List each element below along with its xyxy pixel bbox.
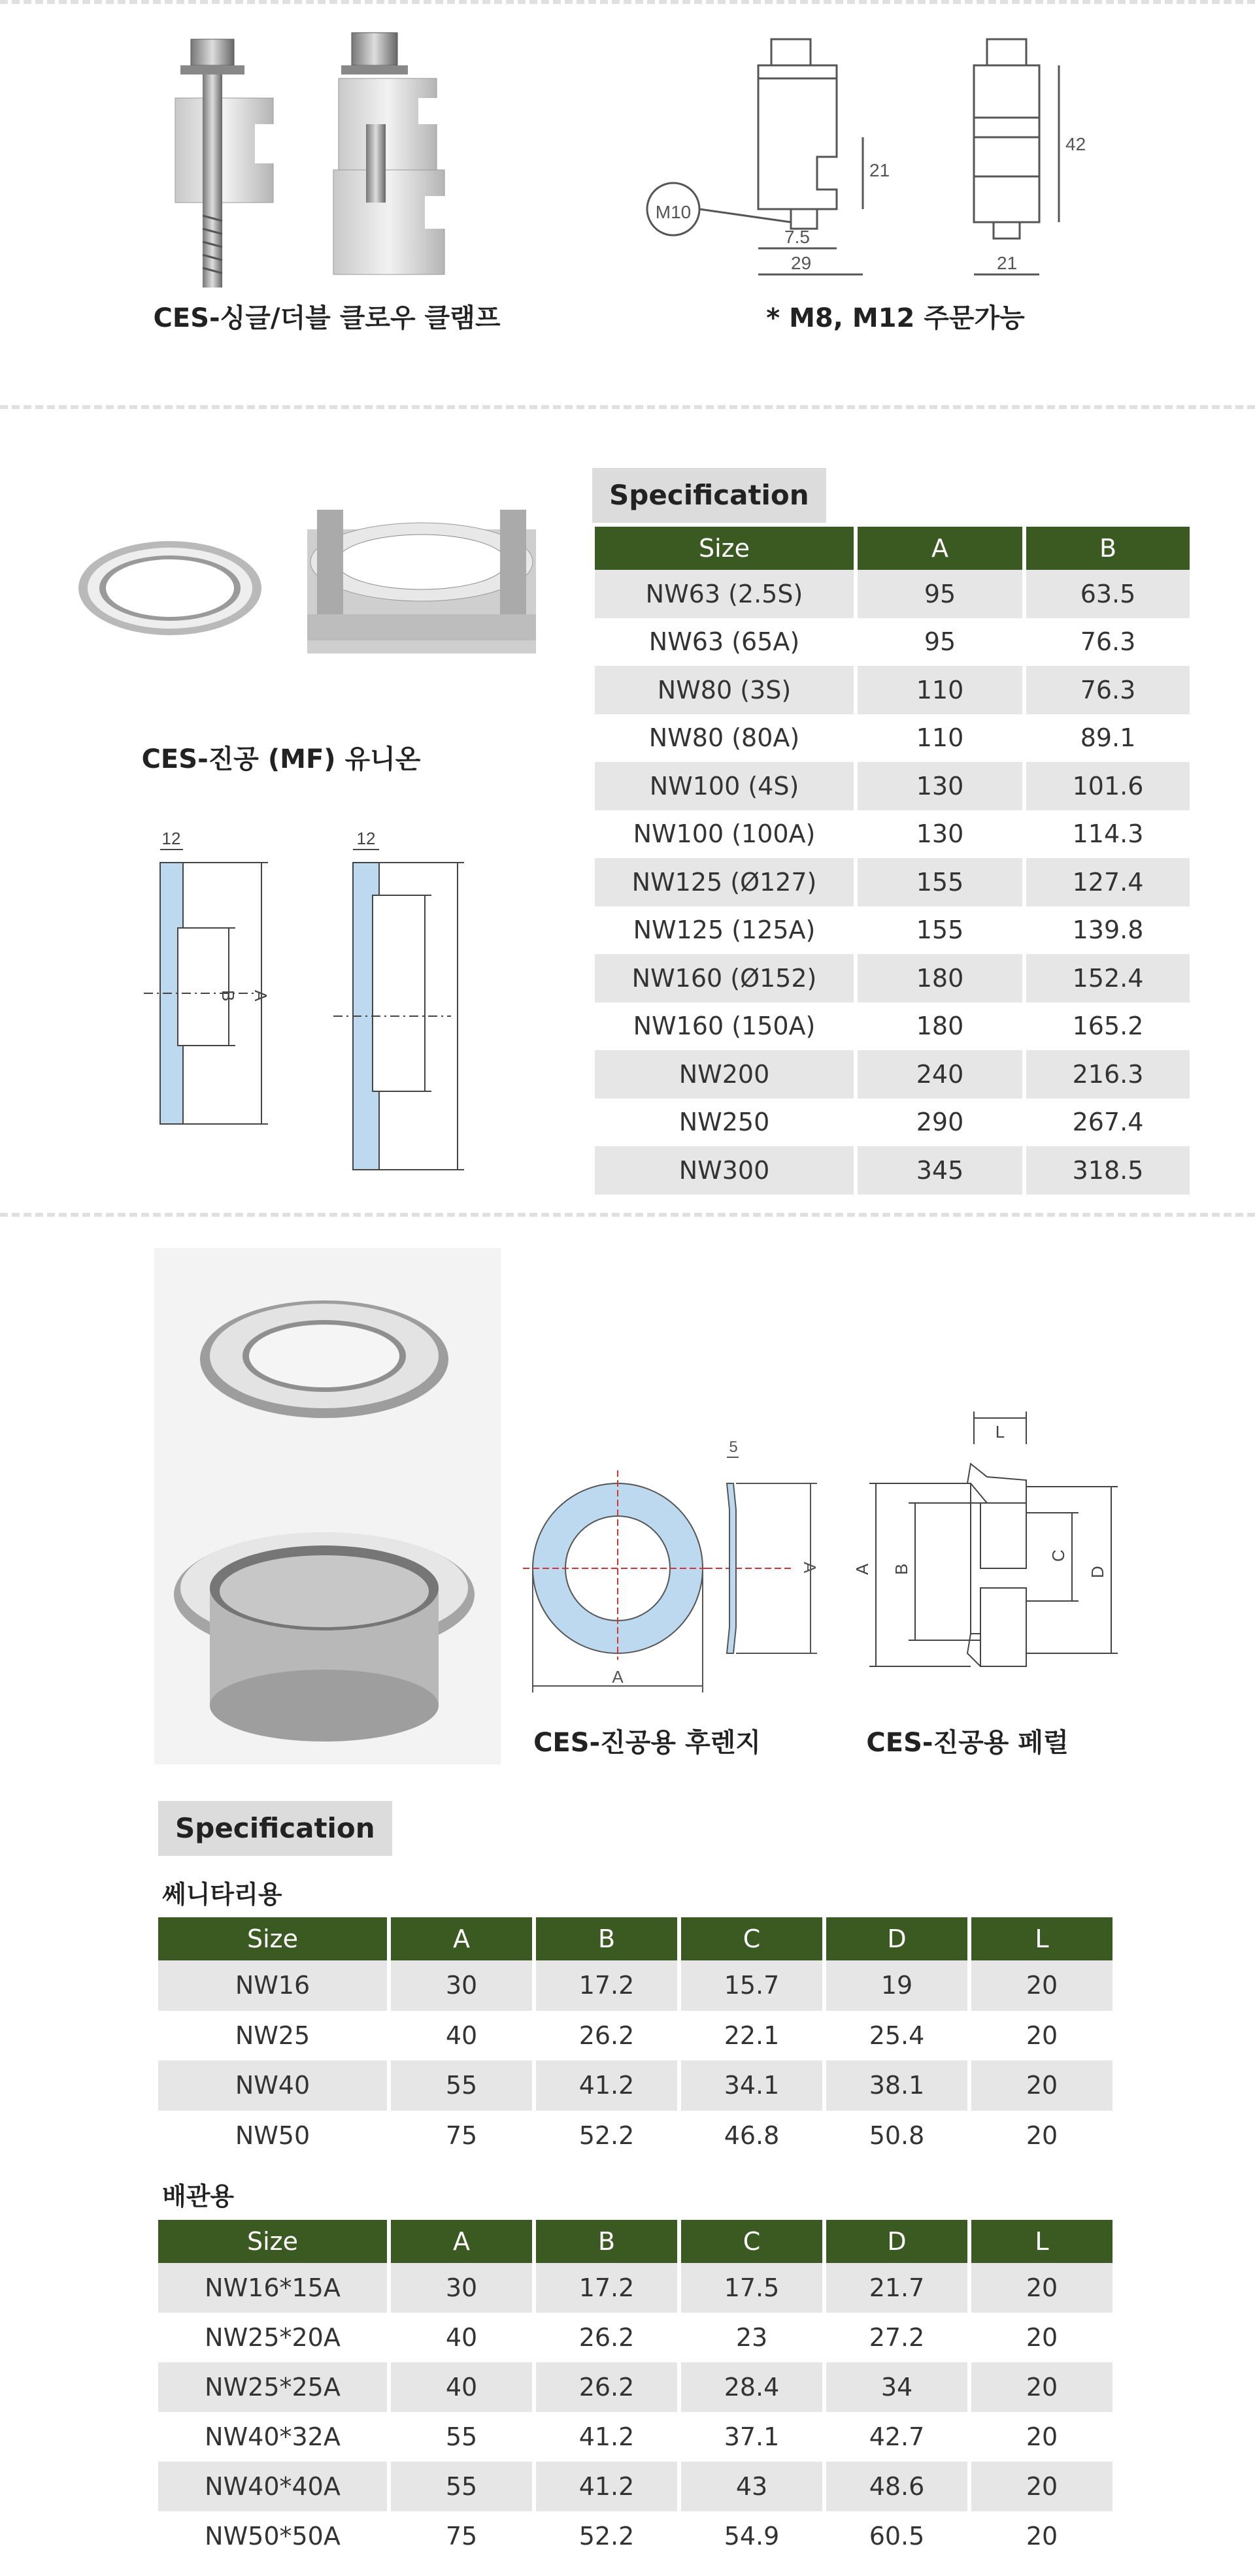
mf-union-photo xyxy=(59,484,556,693)
table-row xyxy=(595,714,1190,763)
table-cell: 26.2 xyxy=(536,2362,677,2412)
c-label: C xyxy=(1048,1549,1068,1562)
table-cell: NW25*20A xyxy=(158,2313,387,2362)
table-cell: 76.3 xyxy=(1026,666,1190,714)
table-cell: NW200 xyxy=(595,1050,854,1098)
table-row xyxy=(595,1146,1190,1195)
table-cell: 75 xyxy=(391,2111,532,2161)
piping-label: 배관용 xyxy=(162,2182,235,2211)
column-header: D xyxy=(826,2220,967,2263)
table-cell: 23 xyxy=(681,2313,822,2362)
table-row xyxy=(158,2462,1113,2511)
claw-clamp-drawing xyxy=(641,26,1111,288)
table-cell: 38.1 xyxy=(826,2060,967,2111)
table-cell: NW300 xyxy=(595,1146,854,1195)
bolt-label: M10 xyxy=(655,202,692,222)
sanitary-label: 쎄니타리용 xyxy=(162,1880,282,1909)
flange-drawing xyxy=(516,1431,824,1706)
table-cell: 127.4 xyxy=(1026,858,1190,906)
table-cell: 130 xyxy=(858,762,1022,810)
table-cell: 21.7 xyxy=(826,2263,967,2313)
flange-ferrule-photo xyxy=(154,1248,501,1764)
l-label: L xyxy=(995,1422,1005,1442)
column-header: L xyxy=(971,2220,1113,2263)
table-cell: 20 xyxy=(971,2060,1113,2111)
column-header: A xyxy=(858,527,1022,570)
a-label: A xyxy=(251,990,271,1002)
table-cell: 20 xyxy=(971,2362,1113,2412)
column-header: A xyxy=(391,1917,532,1960)
table-cell: NW50*50A xyxy=(158,2511,387,2561)
mf-union-caption: CES-진공 (MF) 유니온 xyxy=(141,744,421,774)
table-cell: 267.4 xyxy=(1026,1098,1190,1147)
table-cell: 318.5 xyxy=(1026,1146,1190,1195)
table-cell: 75 xyxy=(391,2511,532,2561)
table-cell: 89.1 xyxy=(1026,714,1190,763)
column-header: Size xyxy=(158,2220,387,2263)
table-row xyxy=(595,906,1190,955)
table-cell: 95 xyxy=(858,618,1022,667)
table-cell: NW50 xyxy=(158,2111,387,2161)
table-cell: 48.6 xyxy=(826,2462,967,2511)
table-cell: 17.2 xyxy=(536,2263,677,2313)
table-cell: 290 xyxy=(858,1098,1022,1147)
column-header: D xyxy=(826,1917,967,1960)
table-cell: NW63 (65A) xyxy=(595,618,854,667)
table-row xyxy=(595,1002,1190,1051)
table-row xyxy=(158,2060,1113,2111)
table-cell: 63.5 xyxy=(1026,570,1190,618)
table-cell: 30 xyxy=(391,2263,532,2313)
table-row xyxy=(158,2011,1113,2061)
table-cell: 25.4 xyxy=(826,2011,967,2061)
column-header: A xyxy=(391,2220,532,2263)
table-cell: NW80 (3S) xyxy=(595,666,854,714)
flange-caption: CES-진공용 후렌지 xyxy=(533,1728,761,1758)
table-cell: 20 xyxy=(971,2511,1113,2561)
section-divider xyxy=(0,405,1255,409)
table-cell: 110 xyxy=(858,666,1022,714)
width-label: 12 xyxy=(356,830,376,848)
table-cell: NW40 xyxy=(158,2060,387,2111)
piping-spec-table xyxy=(154,2220,1116,2561)
table-row xyxy=(595,666,1190,714)
spec-label-ferrule: Specification xyxy=(158,1801,392,1856)
table-cell: 155 xyxy=(858,858,1022,906)
table-cell: 345 xyxy=(858,1146,1022,1195)
a-label: A xyxy=(852,1563,872,1575)
table-row xyxy=(595,858,1190,906)
order-note-caption: * M8, M12 주문가능 xyxy=(766,303,1025,333)
column-header: B xyxy=(1026,527,1190,570)
table-cell: 54.9 xyxy=(681,2511,822,2561)
column-header: Size xyxy=(158,1917,387,1960)
table-cell: 180 xyxy=(858,954,1022,1002)
table-cell: NW40*32A xyxy=(158,2412,387,2462)
table-row xyxy=(158,2313,1113,2362)
table-cell: 22.1 xyxy=(681,2011,822,2061)
a-label: A xyxy=(612,1667,624,1687)
table-cell: 34.1 xyxy=(681,2060,822,2111)
table-cell: 40 xyxy=(391,2362,532,2412)
dim-label: 7.5 xyxy=(784,227,810,247)
section-divider xyxy=(0,1213,1255,1217)
ferrule-caption: CES-진공용 페럴 xyxy=(866,1728,1069,1758)
table-cell: 26.2 xyxy=(536,2313,677,2362)
table-cell: 20 xyxy=(971,2263,1113,2313)
table-cell: 101.6 xyxy=(1026,762,1190,810)
table-cell: 17.2 xyxy=(536,1960,677,2011)
column-header: B xyxy=(536,2220,677,2263)
column-header: C xyxy=(681,1917,822,1960)
table-cell: 42.7 xyxy=(826,2412,967,2462)
table-row xyxy=(158,1960,1113,2011)
column-header: L xyxy=(971,1917,1113,1960)
table-cell: 130 xyxy=(858,810,1022,859)
table-row xyxy=(158,2362,1113,2412)
table-cell: 46.8 xyxy=(681,2111,822,2161)
table-cell: NW25*25A xyxy=(158,2362,387,2412)
table-cell: 34 xyxy=(826,2362,967,2412)
table-cell: 20 xyxy=(971,1960,1113,2011)
table-cell: 40 xyxy=(391,2011,532,2061)
table-cell: 27.2 xyxy=(826,2313,967,2362)
b-label: B xyxy=(892,1563,911,1575)
table-cell: 152.4 xyxy=(1026,954,1190,1002)
table-cell: 76.3 xyxy=(1026,618,1190,667)
mf-union-drawing xyxy=(131,830,523,1189)
table-cell: 19 xyxy=(826,1960,967,2011)
table-cell: 95 xyxy=(858,570,1022,618)
column-header: C xyxy=(681,2220,822,2263)
table-cell: NW25 xyxy=(158,2011,387,2061)
d-label: D xyxy=(1088,1566,1107,1578)
table-cell: NW80 (80A) xyxy=(595,714,854,763)
table-cell: NW16*15A xyxy=(158,2263,387,2313)
sanitary-spec-table xyxy=(154,1917,1116,2160)
claw-clamp-photo xyxy=(157,26,562,288)
table-cell: NW125 (125A) xyxy=(595,906,854,955)
table-cell: 216.3 xyxy=(1026,1050,1190,1098)
table-row xyxy=(595,954,1190,1002)
dim-label: 29 xyxy=(791,253,812,273)
table-cell: 55 xyxy=(391,2412,532,2462)
table-cell: 28.4 xyxy=(681,2362,822,2412)
table-cell: 41.2 xyxy=(536,2462,677,2511)
dim-label: 21 xyxy=(869,160,890,180)
dim-label: 42 xyxy=(1065,134,1086,154)
table-cell: NW40*40A xyxy=(158,2462,387,2511)
column-header: B xyxy=(536,1917,677,1960)
table-row xyxy=(595,570,1190,618)
thickness-label: 5 xyxy=(729,1438,738,1456)
a-label: A xyxy=(800,1562,820,1574)
table-cell: NW250 xyxy=(595,1098,854,1147)
table-cell: 165.2 xyxy=(1026,1002,1190,1051)
b-label: B xyxy=(218,990,238,1002)
union-spec-table xyxy=(591,527,1194,1195)
claw-clamp-caption: CES-싱글/더블 클로우 클램프 xyxy=(153,303,501,333)
dim-label: 21 xyxy=(997,253,1018,273)
table-cell: 20 xyxy=(971,2011,1113,2061)
table-cell: 139.8 xyxy=(1026,906,1190,955)
table-row xyxy=(595,1050,1190,1098)
table-row xyxy=(158,2111,1113,2161)
table-cell: 30 xyxy=(391,1960,532,2011)
table-cell: 52.2 xyxy=(536,2111,677,2161)
table-cell: 114.3 xyxy=(1026,810,1190,859)
table-cell: 50.8 xyxy=(826,2111,967,2161)
top-divider xyxy=(0,0,1255,4)
table-row xyxy=(595,1098,1190,1147)
table-cell: NW63 (2.5S) xyxy=(595,570,854,618)
table-cell: 110 xyxy=(858,714,1022,763)
table-row xyxy=(595,810,1190,859)
column-header: Size xyxy=(595,527,854,570)
table-cell: 52.2 xyxy=(536,2511,677,2561)
table-row xyxy=(595,618,1190,667)
table-row xyxy=(595,762,1190,810)
table-cell: NW16 xyxy=(158,1960,387,2011)
table-cell: 55 xyxy=(391,2462,532,2511)
table-cell: NW160 (Ø152) xyxy=(595,954,854,1002)
table-cell: 20 xyxy=(971,2412,1113,2462)
table-cell: 20 xyxy=(971,2462,1113,2511)
table-cell: 60.5 xyxy=(826,2511,967,2561)
table-row xyxy=(158,2263,1113,2313)
table-row xyxy=(158,2511,1113,2561)
table-cell: NW100 (100A) xyxy=(595,810,854,859)
table-cell: 180 xyxy=(858,1002,1022,1051)
table-cell: 15.7 xyxy=(681,1960,822,2011)
spec-label-union: Specification xyxy=(592,468,826,523)
table-cell: NW160 (150A) xyxy=(595,1002,854,1051)
table-cell: 20 xyxy=(971,2313,1113,2362)
table-cell: 41.2 xyxy=(536,2060,677,2111)
table-cell: 55 xyxy=(391,2060,532,2111)
ferrule-drawing xyxy=(830,1405,1144,1706)
table-cell: 17.5 xyxy=(681,2263,822,2313)
table-cell: 155 xyxy=(858,906,1022,955)
table-cell: NW100 (4S) xyxy=(595,762,854,810)
table-row xyxy=(158,2412,1113,2462)
table-cell: 20 xyxy=(971,2111,1113,2161)
table-cell: 40 xyxy=(391,2313,532,2362)
table-cell: 43 xyxy=(681,2462,822,2511)
table-cell: 41.2 xyxy=(536,2412,677,2462)
table-cell: NW125 (Ø127) xyxy=(595,858,854,906)
table-cell: 37.1 xyxy=(681,2412,822,2462)
table-cell: 240 xyxy=(858,1050,1022,1098)
table-cell: 26.2 xyxy=(536,2011,677,2061)
width-label: 12 xyxy=(161,830,181,848)
